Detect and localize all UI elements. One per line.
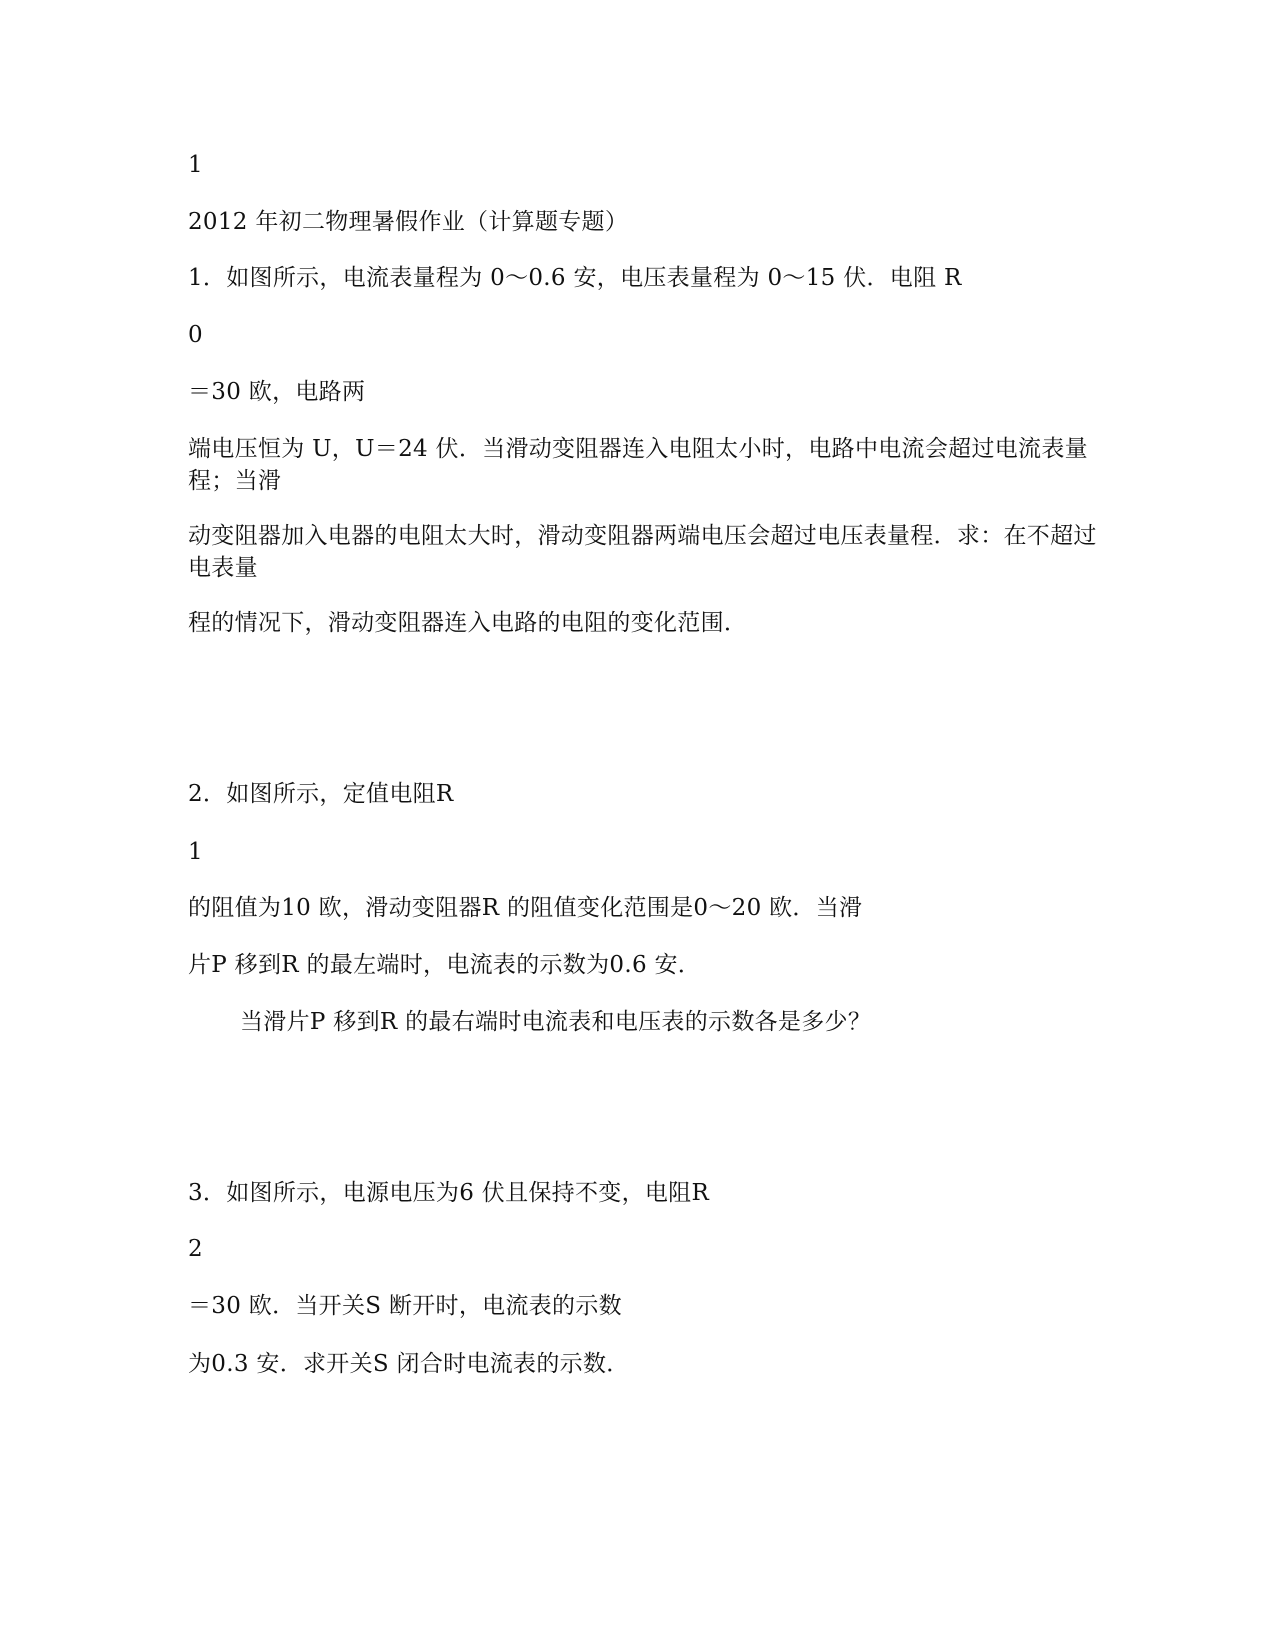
q3-line-1: 3．如图所示，电源电压为6 伏且保持不变，电阻R: [188, 1180, 710, 1206]
q1-subscript: 0: [188, 322, 203, 348]
q1-line-4: 动变阻器加入电器的电阻太大时，滑动变阻器两端电压会超过电压表量程．求：在不超过电表量: [188, 523, 1097, 581]
q3-subscript: 2: [188, 1236, 203, 1262]
document-title: 2012 年初二物理暑假作业（计算题专题）: [188, 209, 629, 235]
q1-line-2: ＝30 欧，电路两: [188, 379, 366, 405]
q2-line-4: 当滑片P 移到R 的最右端时电流表和电压表的示数各是多少？: [240, 1009, 872, 1035]
page-number: 1: [188, 152, 203, 178]
q2-line-2: 的阻值为10 欧，滑动变阻器R 的阻值变化范围是0～20 欧．当滑: [188, 895, 863, 921]
q1-line-5: 程的情况下，滑动变阻器连入电路的电阻的变化范围．: [188, 610, 748, 636]
q2-subscript: 1: [188, 839, 203, 865]
q3-line-3: 为0.3 安．求开关S 闭合时电流表的示数．: [188, 1351, 630, 1377]
q1-line-3: 端电压恒为 U，U＝24 伏．当滑动变阻器连入电阻太小时，电路中电流会超过电流表量程；当滑: [188, 436, 1088, 494]
q3-line-2: ＝30 欧．当开关S 断开时，电流表的示数: [188, 1293, 622, 1319]
q1-line-1: 1．如图所示，电流表量程为 0～0.6 安，电压表量程为 0～15 伏．电阻 R: [188, 265, 962, 291]
q2-line-1: 2．如图所示，定值电阻R: [188, 781, 454, 807]
q2-line-3: 片P 移到R 的最左端时，电流表的示数为0.6 安．: [188, 952, 702, 978]
